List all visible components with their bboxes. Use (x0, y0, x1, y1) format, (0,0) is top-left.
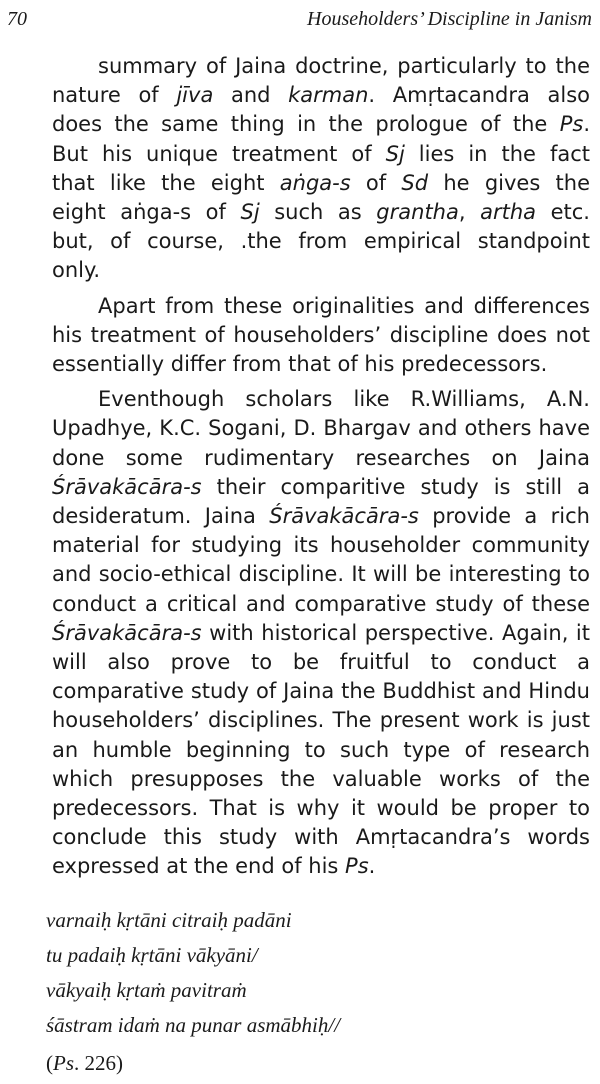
text-run: such as (259, 200, 377, 225)
page-header (7, 4, 592, 36)
text-line (6, 52, 590, 81)
text-run: householders’ disciplines. The present work is just (52, 708, 590, 733)
verse-line: varnaiḥ kṛtāni citraiḥ padāni (46, 908, 292, 932)
text-line (6, 350, 590, 379)
text-run: of (350, 170, 402, 195)
text-line (6, 414, 590, 443)
running-head: Householders’ Discipline in Janism (307, 8, 592, 30)
text-run: . (583, 112, 590, 137)
citation-prefix: ( (46, 1051, 53, 1075)
italic-term: Śrāvakācāra-s (52, 620, 202, 645)
text-line (6, 444, 590, 473)
text-line (6, 110, 590, 139)
text-line (6, 736, 590, 765)
verse-line: vākyaiḥ kṛtaṁ pavitraṁ (46, 978, 247, 1002)
verse-citation (46, 1048, 123, 1078)
text-run: done some rudimentary researches on Jaina (52, 445, 590, 470)
text-line (6, 502, 590, 531)
text-line (6, 619, 590, 648)
text-run: , (458, 200, 481, 225)
italic-term: Sj (240, 200, 260, 225)
italic-term: Sd (401, 170, 429, 195)
text-run: their comparitive study is still a (201, 474, 590, 499)
citation-suffix: . 226) (74, 1051, 123, 1075)
text-run: does the same thing in the prologue of the (52, 112, 560, 137)
text-run: conduct a critical and comparative study of these (52, 591, 590, 616)
italic-term: Śrāvakācāra-s (269, 504, 419, 529)
text-line (6, 590, 590, 619)
text-run: desideratum. Jaina (52, 504, 270, 529)
text-run: eight aṅga-s of (52, 200, 241, 225)
text-line (6, 256, 590, 285)
text-run: nature of (52, 83, 177, 108)
text-run: provide a rich (418, 504, 590, 529)
text-line (6, 560, 590, 589)
text-line (6, 794, 590, 823)
text-line (6, 140, 590, 169)
text-line (6, 823, 590, 852)
text-run: lies in the fact (404, 141, 590, 166)
text-line (6, 473, 590, 502)
text-line (6, 81, 590, 110)
verse-line: tu padaiḥ kṛtāni vākyāni/ (46, 943, 258, 967)
paragraph (6, 292, 590, 380)
page-number: 70 (7, 8, 27, 30)
text-run: that like the eight (52, 170, 280, 195)
text-line (6, 385, 590, 414)
text-line (6, 227, 590, 256)
text-run: and (213, 83, 289, 108)
text-run: which presupposes the valuable works of the (52, 766, 590, 791)
text-run: his treatment of householders’ discipline does not (52, 322, 590, 347)
paragraph (6, 52, 590, 286)
italic-term: Sj (385, 141, 405, 166)
italic-term: artha (480, 200, 537, 225)
text-run: and socio-ethical discipline. It will be interesting to (52, 562, 590, 587)
text-line (6, 198, 590, 227)
text-run: etc. (536, 200, 590, 225)
text-line (6, 677, 590, 706)
text-run: . Amṛtacandra also (368, 83, 590, 108)
text-line (6, 648, 590, 677)
body-text (6, 52, 590, 882)
text-run: summary of Jaina doctrine, particularly to the (98, 54, 590, 78)
text-run: will also prove to be fruitful to conduct a (52, 650, 590, 675)
verse-line: śāstram idaṁ na punar asmābhiḥ// (46, 1013, 341, 1037)
text-run: essentially differ from that of his predecessors. (52, 352, 548, 377)
paragraph (6, 385, 590, 881)
text-run: with historical perspective. Again, it (201, 620, 590, 645)
text-run: an humble beginning to such type of research (52, 737, 590, 762)
text-run: Apart from these originalities and differences (98, 293, 590, 318)
verse-block (46, 903, 340, 1043)
text-run: Upadhye, K.C. Sogani, D. Bhargav and others have (52, 416, 590, 441)
italic-term: grantha (376, 200, 459, 225)
text-run: material for studying its householder community (52, 533, 590, 558)
text-run: but, of course, .the from empirical standpoint (52, 229, 590, 254)
italic-term: aṅga-s (279, 170, 351, 195)
italic-term: Ps (345, 854, 369, 879)
text-run: . (368, 854, 376, 879)
text-run: expressed at the end of his (52, 854, 346, 879)
text-run: comparative study of Jaina the Buddhist and Hindu (52, 679, 590, 704)
text-line (6, 706, 590, 735)
text-line (6, 292, 590, 321)
text-run: predecessors. That is why it would be proper to (52, 796, 590, 821)
text-line (6, 169, 590, 198)
italic-term: jīva (176, 83, 214, 108)
text-run: But his unique treatment of (52, 141, 386, 166)
italic-term: karman (288, 83, 369, 108)
italic-term: Ps (559, 112, 584, 137)
text-run: conclude this study with Amṛtacandra’s words (52, 825, 590, 850)
italic-term: Śrāvakācāra-s (52, 474, 202, 499)
text-line (6, 852, 590, 881)
text-line (6, 765, 590, 794)
citation-work: Ps (53, 1051, 74, 1075)
text-run: he gives the (428, 170, 590, 195)
text-run: only. (52, 258, 101, 283)
text-line (6, 531, 590, 560)
text-run: Eventhough scholars like R.Williams, A.N. (98, 387, 590, 412)
text-line (6, 321, 590, 350)
